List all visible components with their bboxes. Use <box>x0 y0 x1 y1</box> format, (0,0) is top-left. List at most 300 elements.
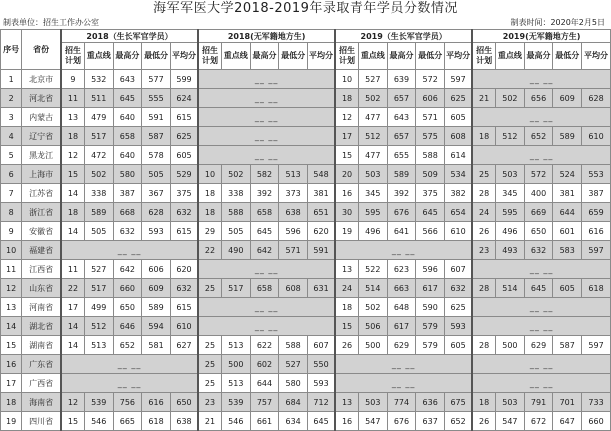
province-cell: 辽宁省 <box>22 127 61 146</box>
no-enrollment-cell: __ __ <box>198 317 335 336</box>
average-cell: 620 <box>170 260 198 279</box>
province-cell: 湖南省 <box>22 336 61 355</box>
plan-cell: 28 <box>472 279 495 298</box>
no-enrollment-cell: __ __ <box>198 70 335 89</box>
no-enrollment-cell: __ __ <box>472 355 610 374</box>
province-cell: 福建省 <box>22 241 61 260</box>
lowest-cell: 589 <box>553 127 582 146</box>
highest-cell: 641 <box>387 222 416 241</box>
highest-cell: 632 <box>524 241 553 260</box>
lowest-cell: 527 <box>279 355 308 374</box>
row-number: 14 <box>1 317 22 336</box>
row-number: 2 <box>1 89 22 108</box>
key-line-cell: 345 <box>358 184 387 203</box>
lowest-cell: 617 <box>416 279 445 298</box>
no-enrollment-cell: __ __ <box>198 260 335 279</box>
highest-cell: 582 <box>250 165 279 184</box>
highest-cell: 643 <box>113 70 142 89</box>
average-cell: 651 <box>307 203 335 222</box>
average-cell: 593 <box>307 374 335 393</box>
no-enrollment-cell: __ __ <box>472 108 610 127</box>
table-row <box>1 336 611 355</box>
plan-cell: 24 <box>472 203 495 222</box>
average-cell: 597 <box>445 70 473 89</box>
plan-cell: 16 <box>335 184 358 203</box>
plan-cell: 18 <box>61 127 84 146</box>
highest-cell: 602 <box>250 355 279 374</box>
province-cell: 河南省 <box>22 298 61 317</box>
sub-header-average: 平均分 <box>582 43 611 70</box>
highest-cell: 757 <box>250 393 279 412</box>
table-row <box>1 108 611 127</box>
average-cell: 618 <box>582 279 611 298</box>
key-line-cell: 503 <box>358 165 387 184</box>
lowest-cell: 513 <box>279 165 308 184</box>
key-line-cell: 503 <box>496 165 525 184</box>
lowest-cell: 684 <box>279 393 308 412</box>
plan-cell: 26 <box>472 412 495 431</box>
unit-label: 制表单位：招生工作办公室 <box>3 18 99 27</box>
highest-cell: 661 <box>250 412 279 431</box>
plan-cell: 24 <box>335 279 358 298</box>
lowest-cell: 593 <box>142 222 171 241</box>
key-line-cell: 503 <box>496 393 525 412</box>
row-number: 6 <box>1 165 22 184</box>
highest-cell: 629 <box>387 336 416 355</box>
key-line-cell: 512 <box>358 127 387 146</box>
table-row <box>1 184 611 203</box>
key-line-cell: 517 <box>84 127 113 146</box>
sub-header-highest: 最高分 <box>524 43 553 70</box>
key-line-cell: 502 <box>358 298 387 317</box>
highest-cell: 645 <box>524 279 553 298</box>
key-line-cell: 512 <box>84 317 113 336</box>
highest-cell: 660 <box>113 279 142 298</box>
highest-cell: 756 <box>113 393 142 412</box>
average-cell: 597 <box>582 336 611 355</box>
sub-header-key-line: 重点线 <box>84 43 113 70</box>
plan-cell: 15 <box>61 412 84 431</box>
plan-cell: 18 <box>198 184 221 203</box>
highest-cell: 663 <box>387 279 416 298</box>
no-enrollment-cell: __ __ <box>198 89 335 108</box>
highest-cell: 645 <box>250 222 279 241</box>
average-cell: 638 <box>170 412 198 431</box>
table-row <box>1 298 611 317</box>
key-line-cell: 477 <box>358 146 387 165</box>
lowest-cell: 644 <box>553 203 582 222</box>
average-cell: 610 <box>170 317 198 336</box>
key-line-cell: 546 <box>221 412 250 431</box>
plan-cell: 18 <box>335 298 358 317</box>
highest-cell: 629 <box>524 336 553 355</box>
highest-cell: 657 <box>387 89 416 108</box>
no-enrollment-cell: __ __ <box>61 355 198 374</box>
key-line-cell: 345 <box>496 184 525 203</box>
average-cell: 553 <box>582 165 611 184</box>
highest-cell: 392 <box>387 184 416 203</box>
average-cell: 608 <box>445 127 473 146</box>
plan-cell: 21 <box>472 89 495 108</box>
table-row <box>1 317 611 336</box>
highest-cell: 387 <box>113 184 142 203</box>
lowest-cell: 608 <box>279 279 308 298</box>
plan-cell: 12 <box>61 393 84 412</box>
average-cell: 375 <box>170 184 198 203</box>
average-cell: 660 <box>582 412 611 431</box>
row-number: 16 <box>1 355 22 374</box>
highest-cell: 657 <box>387 127 416 146</box>
lowest-cell: 580 <box>279 374 308 393</box>
average-cell: 625 <box>170 127 198 146</box>
average-cell: 610 <box>445 222 473 241</box>
table-row <box>1 260 611 279</box>
sub-header-plan: 招生计划 <box>335 43 358 70</box>
highest-cell: 617 <box>387 317 416 336</box>
table-row <box>1 279 611 298</box>
average-cell: 381 <box>307 184 335 203</box>
lowest-cell: 701 <box>553 393 582 412</box>
average-cell: 675 <box>445 393 473 412</box>
plan-cell: 21 <box>198 412 221 431</box>
table-row <box>1 412 611 431</box>
lowest-cell: 587 <box>553 336 582 355</box>
average-cell: 605 <box>445 336 473 355</box>
key-line-cell: 522 <box>358 260 387 279</box>
highest-cell: 646 <box>113 317 142 336</box>
lowest-cell: 375 <box>416 184 445 203</box>
average-cell: 627 <box>170 336 198 355</box>
lowest-cell: 367 <box>142 184 171 203</box>
key-line-cell: 502 <box>358 89 387 108</box>
key-line-cell: 595 <box>358 203 387 222</box>
province-cell: 内蒙古 <box>22 108 61 127</box>
plan-cell: 17 <box>335 127 358 146</box>
table-row <box>1 165 611 184</box>
lowest-cell: 645 <box>416 203 445 222</box>
table-row <box>1 393 611 412</box>
sub-header-average: 平均分 <box>170 43 198 70</box>
average-cell: 624 <box>170 89 198 108</box>
seq-header: 序号 <box>1 30 22 70</box>
no-enrollment-cell: __ __ <box>472 70 610 89</box>
group-header-2018-civilian: 2018(无军籍地方生) <box>198 30 335 43</box>
average-cell: 548 <box>307 165 335 184</box>
highest-cell: 639 <box>387 70 416 89</box>
highest-cell: 622 <box>250 336 279 355</box>
key-line-cell: 527 <box>84 260 113 279</box>
highest-cell: 676 <box>387 412 416 431</box>
table-row <box>1 222 611 241</box>
key-line-cell: 547 <box>358 412 387 431</box>
key-line-cell: 511 <box>84 89 113 108</box>
page-title: 海军军医大学2018-2019年录取青年学员分数情况 <box>153 1 458 16</box>
sub-header-highest: 最高分 <box>113 43 142 70</box>
key-line-cell: 513 <box>221 374 250 393</box>
lowest-cell: 588 <box>416 146 445 165</box>
key-line-cell: 589 <box>84 203 113 222</box>
admission-scores-table <box>0 29 611 431</box>
plan-cell: 15 <box>335 146 358 165</box>
highest-cell: 642 <box>113 260 142 279</box>
key-line-cell: 539 <box>84 393 113 412</box>
key-line-cell: 588 <box>221 203 250 222</box>
table-row <box>1 203 611 222</box>
row-number: 19 <box>1 412 22 431</box>
row-number: 13 <box>1 298 22 317</box>
lowest-cell: 606 <box>416 89 445 108</box>
highest-cell: 652 <box>113 336 142 355</box>
key-line-cell: 500 <box>358 336 387 355</box>
highest-cell: 623 <box>387 260 416 279</box>
highest-cell: 774 <box>387 393 416 412</box>
key-line-cell: 472 <box>84 146 113 165</box>
key-line-cell: 479 <box>84 108 113 127</box>
no-enrollment-cell: __ __ <box>198 127 335 146</box>
province-cell: 广西省 <box>22 374 61 393</box>
plan-cell: 11 <box>61 89 84 108</box>
plan-cell: 28 <box>472 336 495 355</box>
plan-cell: 9 <box>61 70 84 89</box>
key-line-cell: 477 <box>358 108 387 127</box>
average-cell: 733 <box>582 393 611 412</box>
plan-cell: 30 <box>335 203 358 222</box>
highest-cell: 656 <box>524 89 553 108</box>
average-cell: 631 <box>307 279 335 298</box>
average-cell: 632 <box>170 279 198 298</box>
group-header-2018-cadet: 2018（生长军官学员） <box>61 30 198 43</box>
average-cell: 605 <box>445 108 473 127</box>
lowest-cell: 579 <box>416 336 445 355</box>
plan-cell: 26 <box>335 336 358 355</box>
sub-header-key-line: 重点线 <box>358 43 387 70</box>
row-number: 11 <box>1 260 22 279</box>
sub-header-highest: 最高分 <box>250 43 279 70</box>
plan-cell: 25 <box>198 374 221 393</box>
province-cell: 海南省 <box>22 393 61 412</box>
highest-cell: 655 <box>387 146 416 165</box>
sub-header-plan: 招生计划 <box>61 43 84 70</box>
key-line-cell: 502 <box>221 165 250 184</box>
plan-cell: 13 <box>335 260 358 279</box>
lowest-cell: 616 <box>142 393 171 412</box>
province-cell: 安徽省 <box>22 222 61 241</box>
plan-cell: 28 <box>472 184 495 203</box>
key-line-cell: 546 <box>84 412 113 431</box>
key-line-cell: 517 <box>221 279 250 298</box>
highest-cell: 645 <box>113 89 142 108</box>
plan-cell: 18 <box>472 393 495 412</box>
average-cell: 529 <box>170 165 198 184</box>
average-cell: 615 <box>170 108 198 127</box>
no-enrollment-cell: __ __ <box>472 298 610 317</box>
table-row <box>1 241 611 260</box>
no-enrollment-cell: __ __ <box>61 374 198 393</box>
row-number: 3 <box>1 108 22 127</box>
no-enrollment-cell: __ __ <box>61 241 198 260</box>
highest-cell: 640 <box>113 108 142 127</box>
lowest-cell: 637 <box>416 412 445 431</box>
average-cell: 712 <box>307 393 335 412</box>
key-line-cell: 505 <box>221 222 250 241</box>
plan-cell: 14 <box>61 317 84 336</box>
lowest-cell: 596 <box>416 260 445 279</box>
average-cell: 605 <box>170 146 198 165</box>
highest-cell: 642 <box>250 241 279 260</box>
plan-cell: 18 <box>472 127 495 146</box>
average-cell: 625 <box>445 298 473 317</box>
no-enrollment-cell: __ __ <box>472 374 610 393</box>
row-number: 7 <box>1 184 22 203</box>
row-number: 8 <box>1 203 22 222</box>
lowest-cell: 609 <box>553 89 582 108</box>
key-line-cell: 503 <box>358 393 387 412</box>
group-header-2019-cadet: 2019（生长军官学员） <box>335 30 472 43</box>
lowest-cell: 505 <box>142 165 171 184</box>
highest-cell: 658 <box>113 127 142 146</box>
key-line-cell: 513 <box>221 336 250 355</box>
row-number: 5 <box>1 146 22 165</box>
average-cell: 616 <box>582 222 611 241</box>
lowest-cell: 509 <box>416 165 445 184</box>
highest-cell: 672 <box>524 412 553 431</box>
plan-cell: 12 <box>335 108 358 127</box>
table-row <box>1 374 611 393</box>
province-header: 省份 <box>22 30 61 70</box>
lowest-cell: 594 <box>142 317 171 336</box>
average-cell: 387 <box>582 184 611 203</box>
key-line-cell: 513 <box>84 336 113 355</box>
table-row <box>1 89 611 108</box>
sub-header-average: 平均分 <box>445 43 473 70</box>
sub-header-plan: 招生计划 <box>472 43 495 70</box>
row-number: 9 <box>1 222 22 241</box>
average-cell: 654 <box>445 203 473 222</box>
key-line-cell: 490 <box>221 241 250 260</box>
average-cell: 607 <box>307 336 335 355</box>
average-cell: 632 <box>445 279 473 298</box>
lowest-cell: 572 <box>416 70 445 89</box>
average-cell: 615 <box>170 298 198 317</box>
highest-cell: 669 <box>524 203 553 222</box>
sub-header-average: 平均分 <box>307 43 335 70</box>
lowest-cell: 634 <box>279 412 308 431</box>
lowest-cell: 575 <box>416 127 445 146</box>
table-row <box>1 146 611 165</box>
highest-cell: 392 <box>250 184 279 203</box>
lowest-cell: 583 <box>553 241 582 260</box>
average-cell: 382 <box>445 184 473 203</box>
average-cell: 597 <box>582 241 611 260</box>
sub-header-lowest: 最低分 <box>279 43 308 70</box>
lowest-cell: 524 <box>553 165 582 184</box>
sub-header-lowest: 最低分 <box>553 43 582 70</box>
highest-cell: 658 <box>250 203 279 222</box>
highest-cell: 668 <box>113 203 142 222</box>
average-cell: 625 <box>445 89 473 108</box>
table-row <box>1 355 611 374</box>
plan-cell: 25 <box>198 336 221 355</box>
sub-header-key-line: 重点线 <box>496 43 525 70</box>
province-cell: 山东省 <box>22 279 61 298</box>
lowest-cell: 589 <box>142 298 171 317</box>
lowest-cell: 577 <box>142 70 171 89</box>
key-line-cell: 500 <box>496 336 525 355</box>
lowest-cell: 581 <box>142 336 171 355</box>
plan-cell: 22 <box>61 279 84 298</box>
plan-cell: 10 <box>198 165 221 184</box>
key-line-cell: 338 <box>84 184 113 203</box>
lowest-cell: 373 <box>279 184 308 203</box>
plan-cell: 19 <box>335 222 358 241</box>
average-cell: 593 <box>445 317 473 336</box>
average-cell: 650 <box>170 393 198 412</box>
plan-cell: 20 <box>335 165 358 184</box>
plan-cell: 16 <box>335 412 358 431</box>
row-number: 15 <box>1 336 22 355</box>
lowest-cell: 381 <box>553 184 582 203</box>
average-cell: 610 <box>582 127 611 146</box>
lowest-cell: 628 <box>142 203 171 222</box>
lowest-cell: 566 <box>416 222 445 241</box>
lowest-cell: 638 <box>279 203 308 222</box>
plan-cell: 22 <box>198 241 221 260</box>
plan-cell: 18 <box>198 203 221 222</box>
lowest-cell: 590 <box>416 298 445 317</box>
table-row <box>1 127 611 146</box>
average-cell: 632 <box>170 203 198 222</box>
average-cell: 615 <box>170 222 198 241</box>
key-line-cell: 512 <box>496 127 525 146</box>
row-number: 12 <box>1 279 22 298</box>
key-line-cell: 500 <box>221 355 250 374</box>
average-cell: 645 <box>307 412 335 431</box>
plan-cell: 14 <box>61 222 84 241</box>
no-enrollment-cell: __ __ <box>472 146 610 165</box>
row-number: 18 <box>1 393 22 412</box>
province-cell: 广东省 <box>22 355 61 374</box>
average-cell: 550 <box>307 355 335 374</box>
lowest-cell: 618 <box>142 412 171 431</box>
plan-cell: 23 <box>472 241 495 260</box>
no-enrollment-cell: __ __ <box>198 146 335 165</box>
no-enrollment-cell: __ __ <box>335 374 472 393</box>
row-number: 1 <box>1 70 22 89</box>
row-number: 17 <box>1 374 22 393</box>
lowest-cell: 571 <box>279 241 308 260</box>
sub-header-key-line: 重点线 <box>221 43 250 70</box>
plan-cell: 26 <box>472 222 495 241</box>
sub-header-highest: 最高分 <box>387 43 416 70</box>
lowest-cell: 571 <box>416 108 445 127</box>
key-line-cell: 539 <box>221 393 250 412</box>
highest-cell: 589 <box>387 165 416 184</box>
key-line-cell: 496 <box>358 222 387 241</box>
highest-cell: 640 <box>113 146 142 165</box>
plan-cell: 29 <box>198 222 221 241</box>
province-cell: 湖北省 <box>22 317 61 336</box>
lowest-cell: 605 <box>553 279 582 298</box>
average-cell: 620 <box>307 222 335 241</box>
no-enrollment-cell: __ __ <box>198 298 335 317</box>
plan-cell: 17 <box>61 298 84 317</box>
key-line-cell: 527 <box>358 70 387 89</box>
date-label: 制表时间：2020年2月5日 <box>510 18 605 27</box>
key-line-cell: 499 <box>84 298 113 317</box>
highest-cell: 648 <box>387 298 416 317</box>
lowest-cell: 587 <box>142 127 171 146</box>
highest-cell: 652 <box>524 127 553 146</box>
